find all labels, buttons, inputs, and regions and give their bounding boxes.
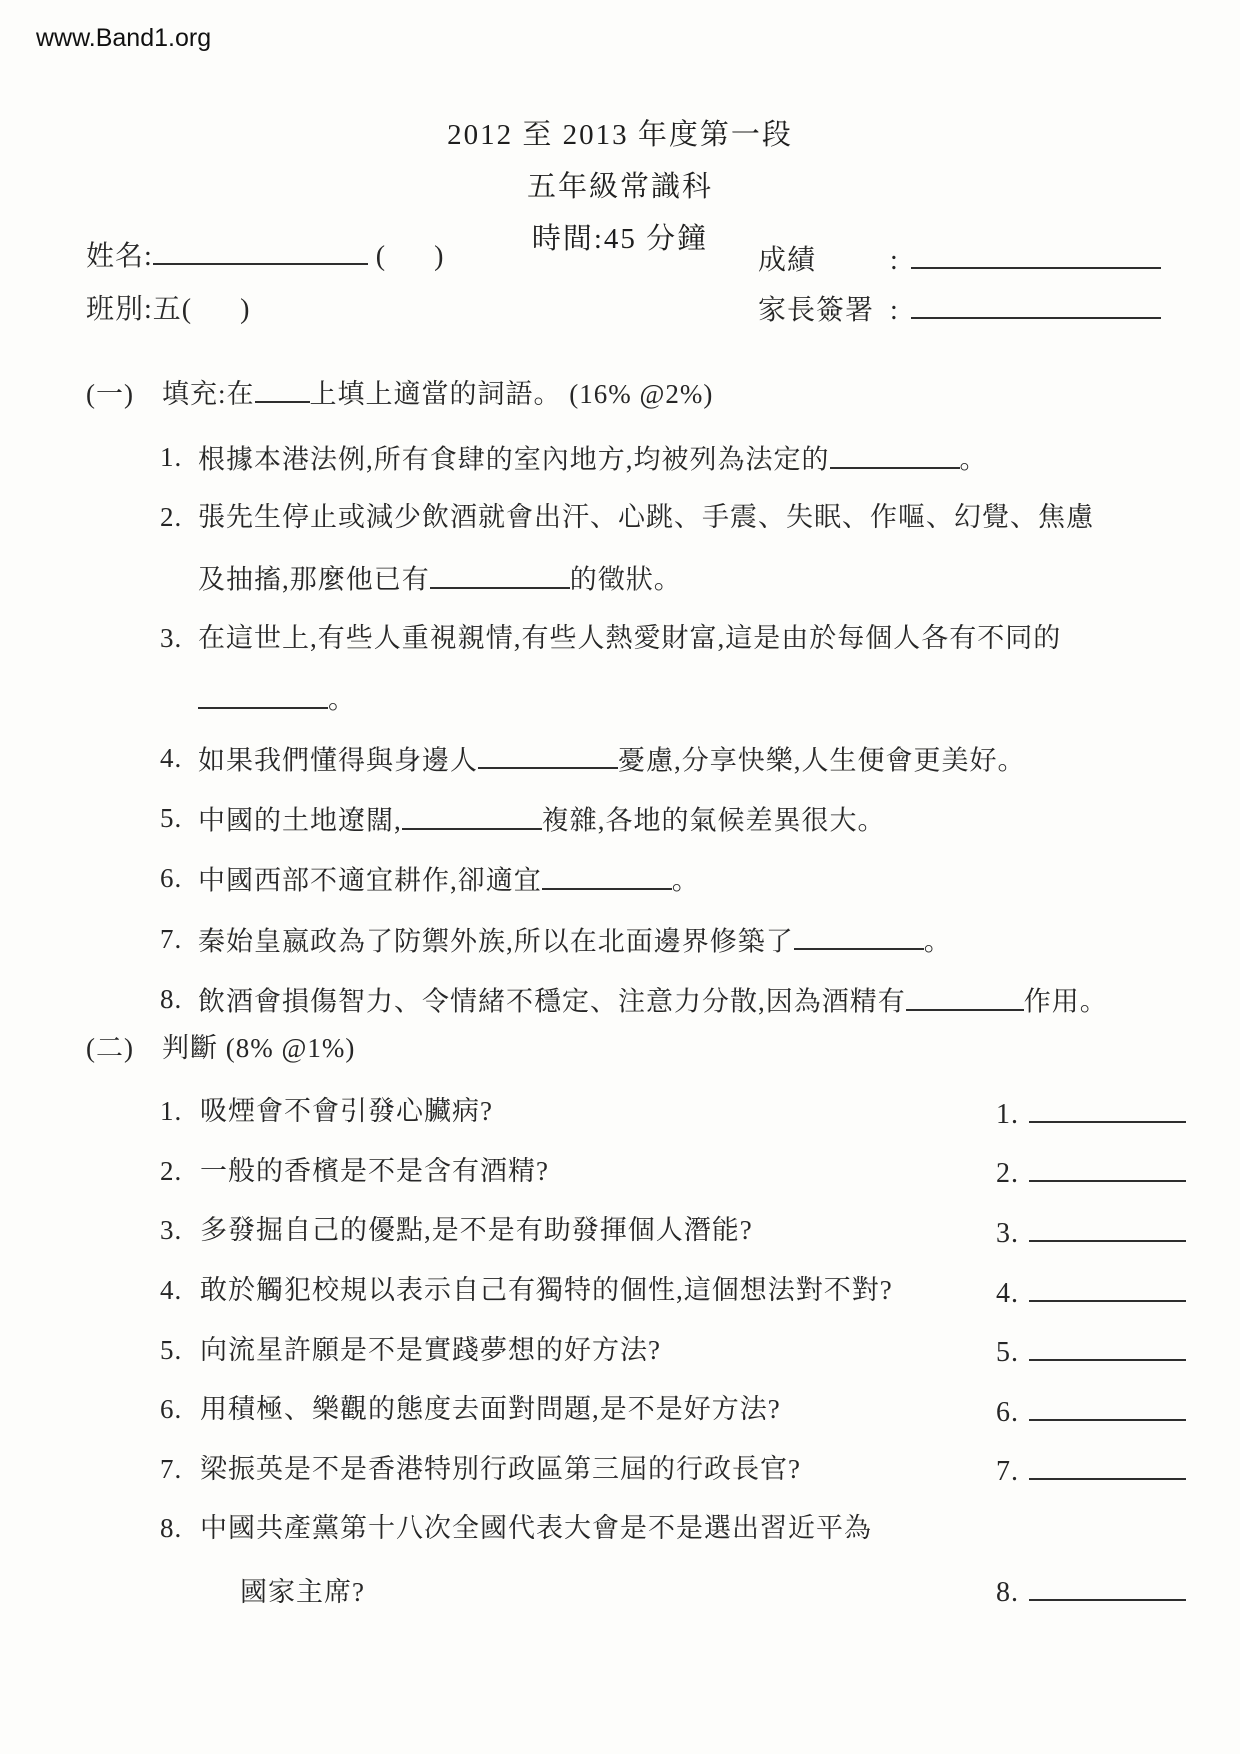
answer-number: 7. (996, 1456, 1019, 1488)
answer-blank (906, 983, 1024, 1011)
question-number: 2. (160, 1155, 183, 1186)
answer-slot (996, 1214, 1186, 1251)
name-blank (153, 236, 368, 265)
question-text: 用積極、樂觀的態度去面對問題,是不是好方法? (200, 1394, 781, 1425)
answer-blank (1029, 1573, 1186, 1601)
question-text-post: 複雜,各地的氣候差異很大。 (541, 805, 886, 836)
signature-colon: : (890, 295, 899, 326)
question-text (200, 1512, 872, 1610)
answer-blank (402, 802, 542, 830)
judge-question-4 (160, 1274, 1186, 1311)
question-number: 7. (160, 1453, 183, 1484)
signature-label: 家長簽署 (758, 295, 875, 326)
question-left (160, 1393, 781, 1430)
question-left (160, 1512, 872, 1610)
exam-title-line1: 2012 至 2013 年度第一段 (447, 119, 793, 151)
question-left (160, 1334, 661, 1371)
question-left (160, 1274, 893, 1311)
question-number: 5. (160, 803, 183, 834)
question-text (198, 983, 1186, 1019)
answer-slot (996, 1393, 1186, 1430)
judge-question-8 (160, 1512, 1186, 1610)
answer-number: 8. (996, 1576, 1019, 1608)
question-text-post: 。 (328, 684, 356, 715)
question-number: 8. (160, 984, 183, 1015)
question-number: 1. (160, 442, 183, 472)
answer-number: 2. (996, 1158, 1019, 1190)
answer-blank (1029, 1453, 1186, 1481)
answer-blank (830, 441, 960, 469)
question-left (160, 1453, 801, 1490)
score-label: 成績 (758, 245, 817, 276)
section2-heading (86, 1026, 1186, 1065)
answer-blank (1029, 1334, 1186, 1362)
answer-blank (1029, 1393, 1186, 1421)
question-text-post: 憂慮,分享快樂,人生便會更美好。 (618, 745, 1026, 776)
question-number: 2. (160, 502, 183, 533)
judge-question-5 (160, 1334, 1186, 1371)
name-label: 姓名: (86, 241, 153, 272)
question-text: 向流星許願是不是實踐夢想的好方法? (200, 1334, 661, 1365)
question-text-line2 (198, 681, 1186, 717)
question-text (198, 742, 1186, 778)
question-text-post: 。 (923, 926, 952, 957)
judge-question-6 (160, 1393, 1186, 1430)
judge-question-7 (160, 1453, 1186, 1490)
question-text-pre: 中國西部不適宜耕作,卻適宜 (198, 866, 542, 897)
question-text: 梁振英是不是香港特別行政區第三屆的行政長官? (200, 1453, 801, 1484)
name-row (86, 234, 444, 274)
question-text-post: 。 (671, 866, 700, 897)
question-text-post: 。 (959, 444, 988, 475)
exam-title-line2: 五年級常識科 (526, 171, 713, 203)
question-text: 多發掘自己的優點,是不是有助發揮個人潛能? (200, 1215, 753, 1246)
fill-question-8 (160, 983, 1186, 1019)
fill-question-6 (160, 862, 1186, 898)
answer-slot (996, 1274, 1186, 1311)
question-text-line1: 張先生停止或減少飲酒就會出汗、心跳、手震、失眠、作嘔、幻覺、焦慮 (198, 502, 1094, 533)
question-text (198, 622, 1186, 718)
question-text-pre: 如果我們懂得與身邊人 (198, 745, 478, 776)
section1-title-post: 上填上適當的詞語。 (16% @2%) (309, 379, 714, 409)
score-blank (911, 240, 1161, 269)
question-text-post: 作用。 (1023, 986, 1108, 1017)
class-row (86, 287, 444, 327)
answer-number: 6. (996, 1396, 1019, 1428)
student-info-block (86, 234, 444, 327)
section1-heading (86, 372, 1186, 411)
section1-title-blank (255, 375, 310, 403)
answer-number: 3. (996, 1217, 1019, 1249)
section1-title (162, 372, 713, 411)
judge-question-3 (160, 1214, 1186, 1251)
question-text: 吸煙會不會引發心臟病? (200, 1096, 493, 1126)
question-number: 6. (160, 1394, 183, 1425)
answer-slot (996, 1453, 1186, 1490)
answer-blank (1029, 1214, 1186, 1242)
signature-blank (911, 290, 1161, 319)
question-text-pre: 及抽搐,那麼他已有 (198, 564, 430, 595)
score-row (758, 238, 1161, 278)
answer-blank (1029, 1274, 1186, 1302)
answer-blank (1029, 1155, 1186, 1183)
fill-question-2 (160, 501, 1186, 597)
judge-question-1 (160, 1095, 1186, 1132)
answer-slot (996, 1573, 1186, 1610)
answer-blank (198, 681, 328, 709)
question-text-pre: 中國的土地遼闊, (198, 805, 402, 836)
answer-blank (478, 742, 618, 770)
section1-questions (160, 441, 1186, 1020)
fill-question-7 (160, 923, 1186, 959)
section2-title: 判斷 (8% @1%) (162, 1033, 356, 1063)
question-number: 4. (160, 1274, 183, 1305)
fill-question-5 (160, 802, 1186, 838)
question-number: 6. (160, 863, 183, 894)
question-number: 4. (160, 742, 183, 773)
question-text (198, 923, 1186, 959)
question-text-post: 的徵狀。 (569, 564, 682, 595)
section1-title-pre: 填充:在 (162, 379, 255, 409)
question-text-pre: 飲酒會損傷智力、令情緒不穩定、注意力分散,因為酒精有 (198, 986, 906, 1017)
question-number: 3. (160, 1215, 183, 1246)
question-left (160, 1155, 549, 1192)
question-text: 敢於觸犯校規以表示自己有獨特的個性,這個想法對不對? (200, 1274, 893, 1305)
section2-questions (160, 1095, 1186, 1610)
answer-blank (542, 862, 672, 890)
answer-number: 5. (996, 1337, 1019, 1369)
fill-question-3 (160, 622, 1186, 718)
fill-question-4 (160, 742, 1186, 778)
section-fill-in (86, 372, 1186, 1044)
answer-blank (794, 923, 924, 951)
watermark: www.Band1.org (36, 24, 212, 52)
question-text (198, 501, 1186, 597)
answer-blank (430, 561, 570, 589)
question-text (198, 441, 1186, 477)
fill-question-1 (160, 441, 1186, 477)
score-colon: : (890, 245, 899, 276)
question-text-line1: 中國共產黨第十八次全國代表大會是不是選出習近平為 (200, 1513, 872, 1544)
answer-slot (996, 1334, 1186, 1371)
exam-title-line3: 時間:45 分鐘 (531, 223, 709, 255)
answer-slot (996, 1095, 1186, 1132)
answer-slot (996, 1155, 1186, 1192)
section1-number: (一) (86, 379, 134, 409)
question-text-pre: 秦始皇嬴政為了防禦外族,所以在北面邊界修築了 (198, 926, 794, 957)
question-text-line2 (198, 561, 1186, 597)
name-paren: ( ) (375, 241, 445, 272)
judge-question-2 (160, 1155, 1186, 1192)
question-number: 3. (160, 622, 183, 653)
question-left (160, 1095, 493, 1132)
section-judgement (86, 1026, 1186, 1633)
question-text-pre: 根據本港法例,所有食肆的室內地方,均被列為法定的 (198, 444, 830, 475)
answer-number: 1. (996, 1098, 1019, 1130)
section2-number: (二) (86, 1033, 134, 1063)
question-text (198, 862, 1186, 898)
question-number: 1. (160, 1096, 183, 1126)
answer-blank (1029, 1095, 1186, 1123)
question-text: 一般的香檳是不是含有酒精? (200, 1155, 549, 1186)
signature-row (758, 288, 1161, 328)
question-text-line1: 在這世上,有些人重視親情,有些人熱愛財富,這是由於每個人各有不同的 (198, 622, 1062, 653)
question-number: 8. (160, 1513, 183, 1544)
question-number: 5. (160, 1334, 183, 1365)
answer-number: 4. (996, 1277, 1019, 1309)
question-text-line2: 國家主席? (240, 1577, 365, 1608)
class-label: 班別:五( ) (86, 294, 251, 325)
score-signature-block (758, 238, 1161, 338)
question-text (198, 802, 1186, 838)
question-left (160, 1214, 753, 1251)
question-number: 7. (160, 923, 183, 954)
